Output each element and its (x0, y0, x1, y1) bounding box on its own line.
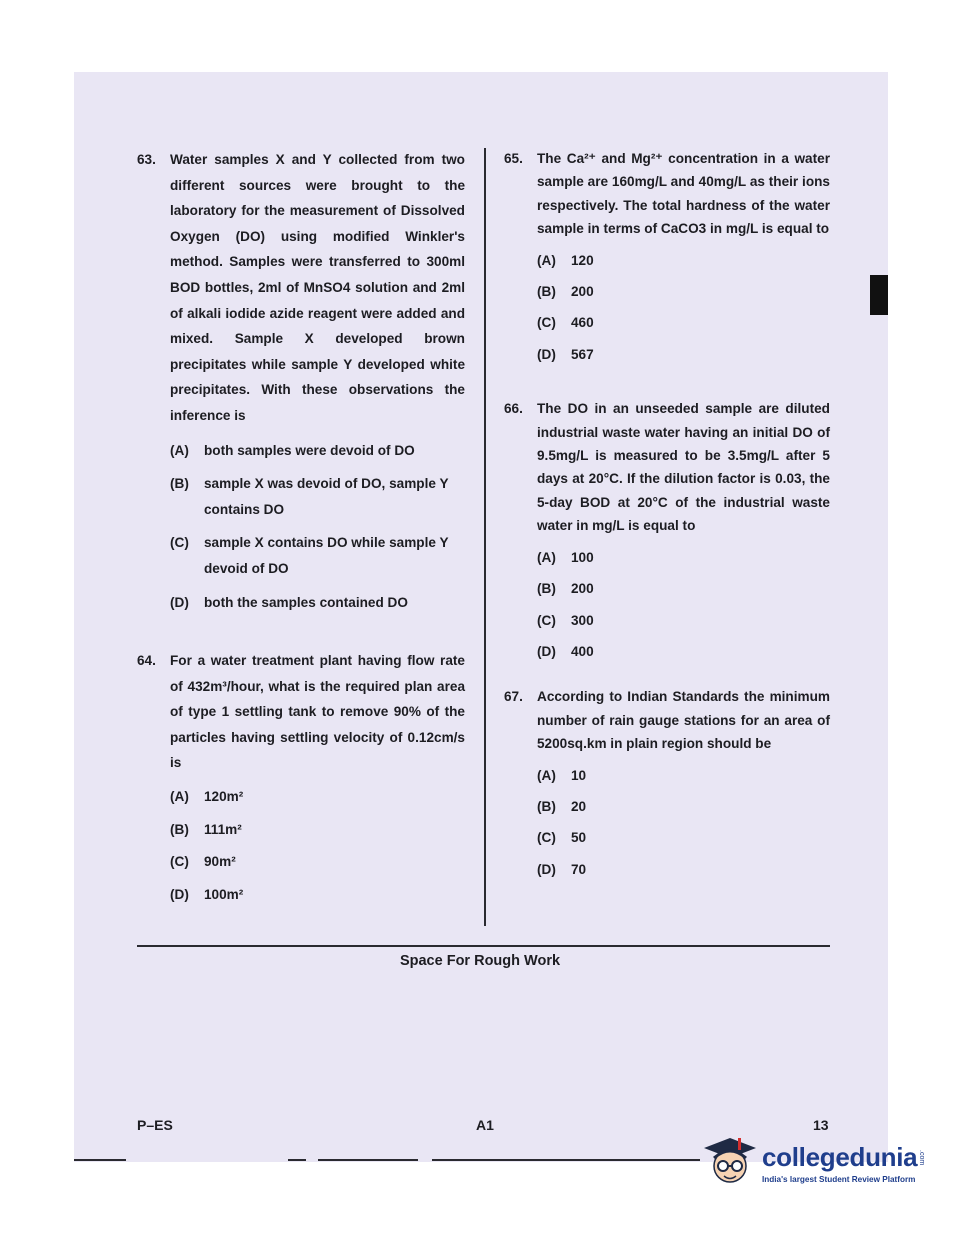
question-67 (504, 685, 830, 881)
question-65 (504, 147, 830, 366)
scan-line (74, 1159, 126, 1161)
option-a (170, 438, 465, 464)
option-text: 200 (571, 284, 594, 300)
option-text: 200 (571, 581, 594, 597)
scan-line (288, 1159, 306, 1161)
option-text: 10 (571, 767, 587, 783)
option-text: both the samples contained DO (204, 594, 408, 610)
option-a (537, 249, 830, 272)
option-text: sample X contains DO while sample Y devoid of DO (204, 535, 449, 576)
option-text: 120 (571, 252, 594, 268)
option-label: (B) (537, 581, 556, 597)
option-text: 120m² (204, 789, 244, 805)
scan-line (318, 1159, 418, 1161)
option-b (537, 280, 830, 303)
option-text: 460 (571, 315, 594, 331)
option-b (537, 577, 830, 600)
question-number: 64. (137, 653, 156, 669)
option-text: 90m² (204, 854, 236, 870)
option-a (537, 764, 830, 787)
option-text: both samples were devoid of DO (204, 442, 415, 458)
question-text: Water samples X and Y collected from two different sources were brought to the laboratory for the measurement of Dissolved Oxygen (DO) using modified Winkler's method. Samples were transferred to 300ml BOD bottles, 2ml of MnSO4 solution and 2ml of alkali iodide azide reagent were added and mixed. Sample X developed brown precipitates while sample Y developed white precipitates. With these observations the inference is (170, 152, 465, 423)
footer-page-number: 13 (813, 1117, 829, 1133)
option-text: 400 (571, 643, 594, 659)
option-b (537, 795, 830, 818)
option-label: (D) (537, 643, 556, 659)
logo-domain-suffix: .com (918, 1150, 925, 1166)
footer-booklet-series: A1 (476, 1117, 494, 1133)
option-d (537, 640, 830, 663)
option-label: (A) (170, 789, 189, 805)
option-c (537, 311, 830, 334)
question-66 (504, 397, 830, 663)
option-text: 70 (571, 861, 587, 877)
option-b (170, 817, 465, 843)
option-b (170, 471, 465, 522)
option-c (170, 849, 465, 875)
option-label: (A) (170, 442, 189, 458)
option-label: (B) (170, 821, 189, 837)
option-label: (B) (537, 798, 556, 814)
question-number: 67. (504, 689, 523, 705)
option-text: 100 (571, 549, 594, 565)
rough-work-heading: Space For Rough Work (399, 953, 561, 969)
option-text: 111m² (204, 821, 242, 837)
option-label: (C) (170, 535, 189, 551)
option-label: (C) (537, 315, 556, 331)
option-text: 300 (571, 612, 594, 628)
option-label: (A) (537, 549, 556, 565)
option-label: (A) (537, 767, 556, 783)
option-d (170, 882, 465, 908)
question-text: According to Indian Standards the minimum number of rain gauge stations for an area of 5200sq.km in plain region should be (537, 689, 830, 752)
option-label: (D) (170, 594, 189, 610)
option-d (537, 858, 830, 881)
right-column (504, 147, 830, 881)
option-text: 100m² (204, 886, 244, 902)
option-a (537, 546, 830, 569)
option-d (170, 590, 465, 616)
option-c (537, 609, 830, 632)
footer-paper-code: P–ES (137, 1117, 173, 1133)
option-label: (B) (537, 284, 556, 300)
option-c (537, 826, 830, 849)
logo-tagline: India's largest Student Review Platform (762, 1175, 916, 1184)
question-text: The DO in an unseeded sample are diluted industrial waste water having an initial DO of 9.5mg/L is measured to be 3.5mg/L after 5 days at 20°C. If the dilution factor is 0.03, the 5-day BOD at 20°C of the industrial waste water in mg/L is equal to (537, 401, 830, 534)
option-text: 50 (571, 830, 587, 846)
option-label: (C) (537, 612, 556, 628)
option-text: 20 (571, 798, 587, 814)
option-label: (D) (170, 886, 189, 902)
question-63 (137, 147, 465, 615)
option-label: (D) (537, 861, 556, 877)
question-number: 63. (137, 152, 156, 167)
option-d (537, 343, 830, 366)
option-label: (D) (537, 346, 556, 362)
scan-margin-mark (870, 275, 888, 315)
option-label: (B) (170, 476, 189, 492)
column-divider (484, 148, 486, 926)
question-text: For a water treatment plant having flow rate of 432m³/hour, what is the required plan area of type 1 settling tank to remove 90% of the particles having settling velocity of 0.12cm/s is (170, 653, 465, 771)
option-label: (A) (537, 252, 556, 268)
option-label: (C) (537, 830, 556, 846)
option-text: sample X was devoid of DO, sample Y contains DO (204, 476, 449, 517)
scan-line (432, 1159, 700, 1161)
option-c (170, 530, 465, 581)
left-column (137, 147, 465, 907)
question-text: The Ca²⁺ and Mg²⁺ concentration in a water sample are 160mg/L and 40mg/L as their ions respectively. The total hardness of the water sample in terms of CaCO3 in mg/L is equal to (537, 151, 830, 237)
option-text: 567 (571, 346, 594, 362)
question-number: 65. (504, 151, 523, 166)
question-number: 66. (504, 401, 523, 417)
section-rule (137, 945, 830, 947)
question-64 (137, 648, 465, 907)
option-label: (C) (170, 854, 189, 870)
logo-wordmark: collegedunia (762, 1142, 918, 1172)
option-a (170, 784, 465, 810)
